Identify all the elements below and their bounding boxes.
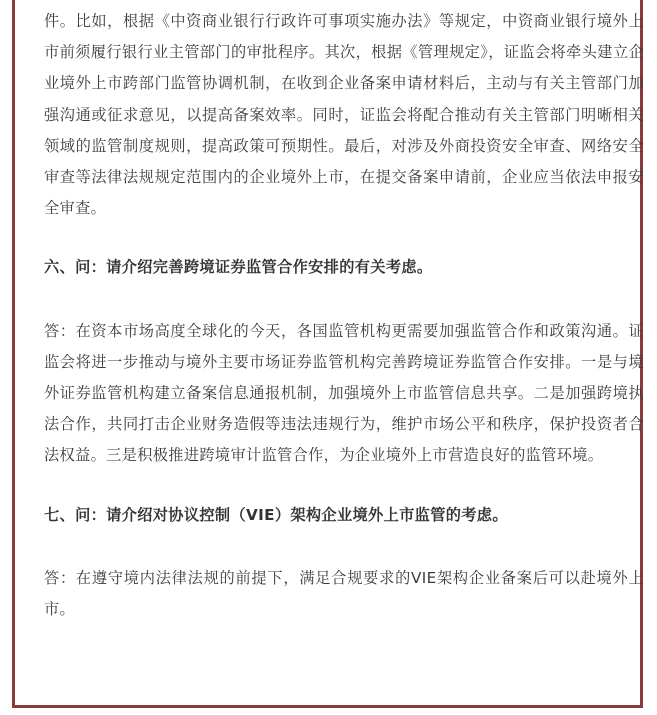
paragraph-continuation: 件。比如，根据《中资商业银行行政许可事项实施办法》等规定，中资商业银行境外上市前须履行银行业主管部门的审批程序。其次，根据《管理规定》，证监会将牵头建立企业境外上市跨部门监管协调机制，在收到企业备案申请材料后，主动与有关主管部门加强沟通或征求意见，以提高备案效率。同时，证监会将配合推动有关主管部门明晰相关领域的监管制度规则，提高政策可预期性。最后，对涉及外商投资安全审查、网络安全审查等法律法规规定范围内的企业境外上市，在提交备案申请前，企业应当依法申报安全审查。 [44,12,644,218]
article-frame [12,0,643,708]
answer-6-paragraph: 答：在资本市场高度全球化的今天，各国监管机构更需要加强监管合作和政策沟通。证监会将进一步推动与境外主要市场证券监管机构完善跨境证券监管合作安排。一是与境外证券监管机构建立备案信息通报机制，加强境外上市监管信息共享。二是加强跨境执法合作，共同打击企业财务造假等违法违规行为，维护市场公平和秩序，保护投资者合法权益。三是积极推进跨境审计监管合作，为企业境外上市营造良好的监管环境。 [44,321,644,465]
question-6-heading: 六、问：请介绍完善跨境证券监管合作安排的有关考虑。 [44,258,433,277]
answer-7-paragraph: 答：在遵守境内法律法规的前提下，满足合规要求的VIE架构企业备案后可以赴境外上市。 [44,568,644,619]
question-7-heading: 七、问：请介绍对协议控制（VIE）架构企业境外上市监管的考虑。 [44,505,508,524]
article-body [44,6,644,625]
